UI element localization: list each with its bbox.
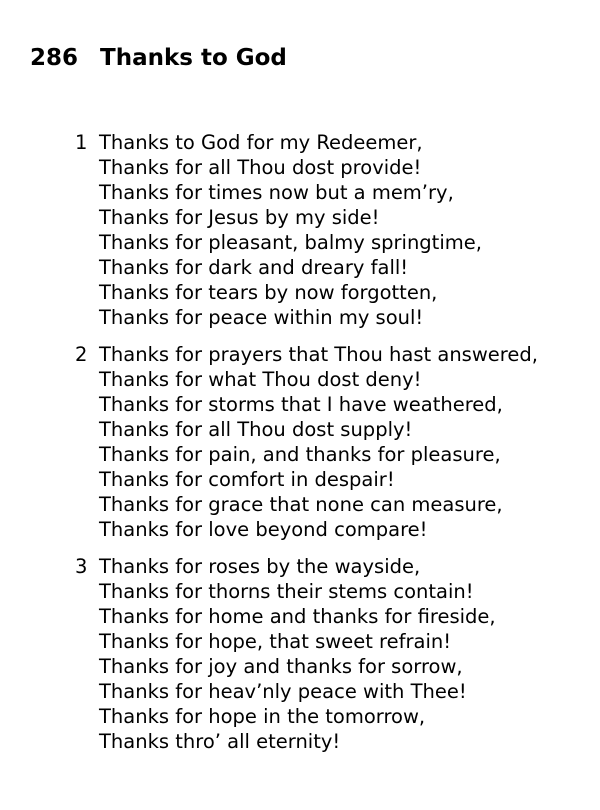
verse-lines bbox=[99, 130, 482, 330]
verse-line: Thanks for all Thou dost provide! bbox=[99, 156, 422, 179]
verse-line: Thanks thro’ all eternity! bbox=[99, 730, 341, 753]
verse-2 bbox=[75, 342, 538, 542]
verse-line: Thanks for pain, and thanks for pleasure, bbox=[99, 443, 501, 466]
hymn-header bbox=[30, 45, 287, 71]
hymn-title: Thanks to God bbox=[100, 45, 287, 71]
verse-line: Thanks for joy and thanks for sorrow, bbox=[99, 655, 463, 678]
verse-line: Thanks for what Thou dost deny! bbox=[99, 368, 422, 391]
verse-line: Thanks for comfort in despair! bbox=[99, 468, 395, 491]
verse-line: Thanks for storms that I have weathered, bbox=[99, 393, 503, 416]
verse-lines bbox=[99, 342, 538, 542]
verse-line: Thanks for love beyond compare! bbox=[99, 518, 428, 541]
verse-number: 1 bbox=[75, 131, 88, 154]
verse-number: 2 bbox=[75, 343, 88, 366]
verse-3 bbox=[75, 554, 538, 754]
verse-line: Thanks for roses by the wayside, bbox=[99, 555, 421, 578]
verse-line: Thanks for all Thou dost supply! bbox=[99, 418, 413, 441]
verse-line: Thanks to God for my Redeemer, bbox=[99, 131, 423, 154]
verse-line: Thanks for peace within my soul! bbox=[99, 306, 424, 329]
verse-line: Thanks for thorns their stems contain! bbox=[99, 580, 474, 603]
verse-line: Thanks for grace that none can measure, bbox=[99, 493, 503, 516]
verse-line: Thanks for dark and dreary fall! bbox=[99, 256, 409, 279]
verse-line: Thanks for hope in the tomorrow, bbox=[99, 705, 426, 728]
verse-1 bbox=[75, 130, 538, 330]
verse-line: Thanks for times now but a mem’ry, bbox=[99, 181, 454, 204]
verse-number: 3 bbox=[75, 555, 88, 578]
verses bbox=[75, 130, 538, 766]
verse-line: Thanks for tears by now forgotten, bbox=[99, 281, 438, 304]
verse-line: Thanks for home and thanks for fireside, bbox=[99, 605, 496, 628]
verse-line: Thanks for hope, that sweet refrain! bbox=[99, 630, 452, 653]
verse-line: Thanks for pleasant, balmy springtime, bbox=[99, 231, 482, 254]
verse-line: Thanks for prayers that Thou hast answered, bbox=[99, 343, 538, 366]
verse-line: Thanks for Jesus by my side! bbox=[99, 206, 380, 229]
verse-lines bbox=[99, 554, 496, 754]
hymn-number: 286 bbox=[30, 45, 79, 71]
verse-line: Thanks for heav’nly peace with Thee! bbox=[99, 680, 467, 703]
